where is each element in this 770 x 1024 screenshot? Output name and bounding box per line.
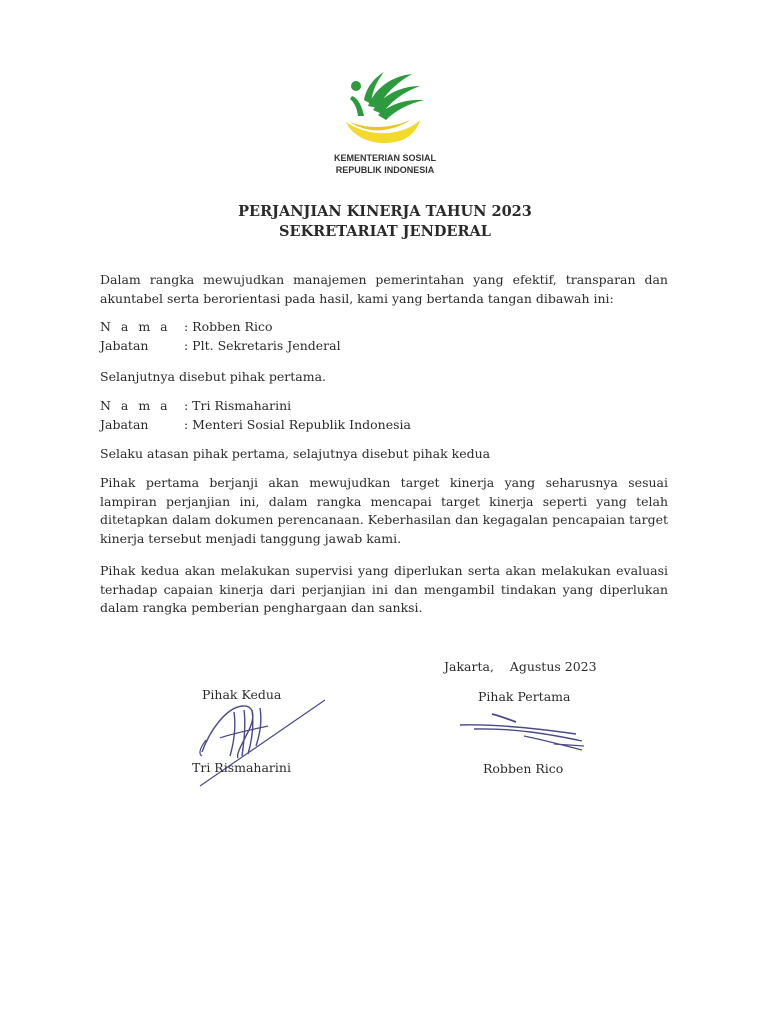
party2-position-value: : Menteri Sosial Republik Indonesia: [184, 417, 411, 432]
supervision-paragraph: Pihak kedua akan melakukan supervisi yang diperlukan serta akan melakukan evaluasi terhadap capaian kinerja dari perjanjian ini dan mengambil tindakan yang diperlukan dalam rangka pemberian penghargaan dan sanksi.: [100, 563, 668, 615]
party1-name-row: [100, 317, 272, 336]
party1-position-value: : Plt. Sekretaris Jenderal: [184, 338, 341, 353]
title-line-2: SEKRETARIAT JENDERAL: [279, 223, 491, 240]
party1-name-value: : Robben Rico: [184, 319, 273, 334]
document-title: [0, 202, 770, 242]
party1-note: Selanjutnya disebut pihak pertama.: [100, 369, 326, 384]
commitment-paragraph: Pihak pertama berjanji akan mewujudkan target kinerja yang seharusnya sesuai lampiran perjanjian ini, dalam rangka mencapai target kinerja seperti yang telah ditetapkan dalam dokumen perencanaan. Keberhasilan dan kegagalan pencapaian target kinerja tersebut menjadi tanggung jawab kami.: [100, 475, 668, 546]
party1-name-label: N a m a: [100, 319, 171, 334]
left-signatory-role: Pihak Kedua: [202, 687, 282, 702]
title-line-1: PERJANJIAN KINERJA TAHUN 2023: [238, 203, 532, 220]
party2-name-value: : Tri Rismaharini: [184, 398, 292, 413]
place-date: Jakarta, Agustus 2023: [444, 659, 597, 674]
party2-name-row: [100, 396, 291, 415]
party1-position-label: Jabatan: [100, 338, 149, 353]
party2-position-row: [100, 415, 411, 434]
ministry-line-1: KEMENTERIAN SOSIAL: [333, 153, 436, 163]
right-signatory-role: Pihak Pertama: [478, 689, 571, 704]
left-signatory-name: Tri Rismaharini: [192, 760, 291, 775]
party2-note: Selaku atasan pihak pertama, selajutnya disebut pihak kedua: [100, 446, 491, 461]
intro-paragraph: Dalam rangka mewujudkan manajemen pemerintahan yang efektif, transparan dan akuntabel serta berorientasi pada hasil, kami yang bertanda tangan dibawah ini:: [100, 272, 668, 306]
party2-position-label: Jabatan: [100, 417, 149, 432]
right-signature: [454, 710, 589, 755]
party2-name-label: N a m a: [100, 398, 171, 413]
ministry-line-2: REPUBLIK INDONESIA: [335, 165, 435, 175]
right-signatory-name: Robben Rico: [483, 761, 564, 776]
ministry-logo: [340, 66, 430, 148]
ministry-name: [0, 152, 770, 176]
party1-position-row: [100, 336, 341, 355]
